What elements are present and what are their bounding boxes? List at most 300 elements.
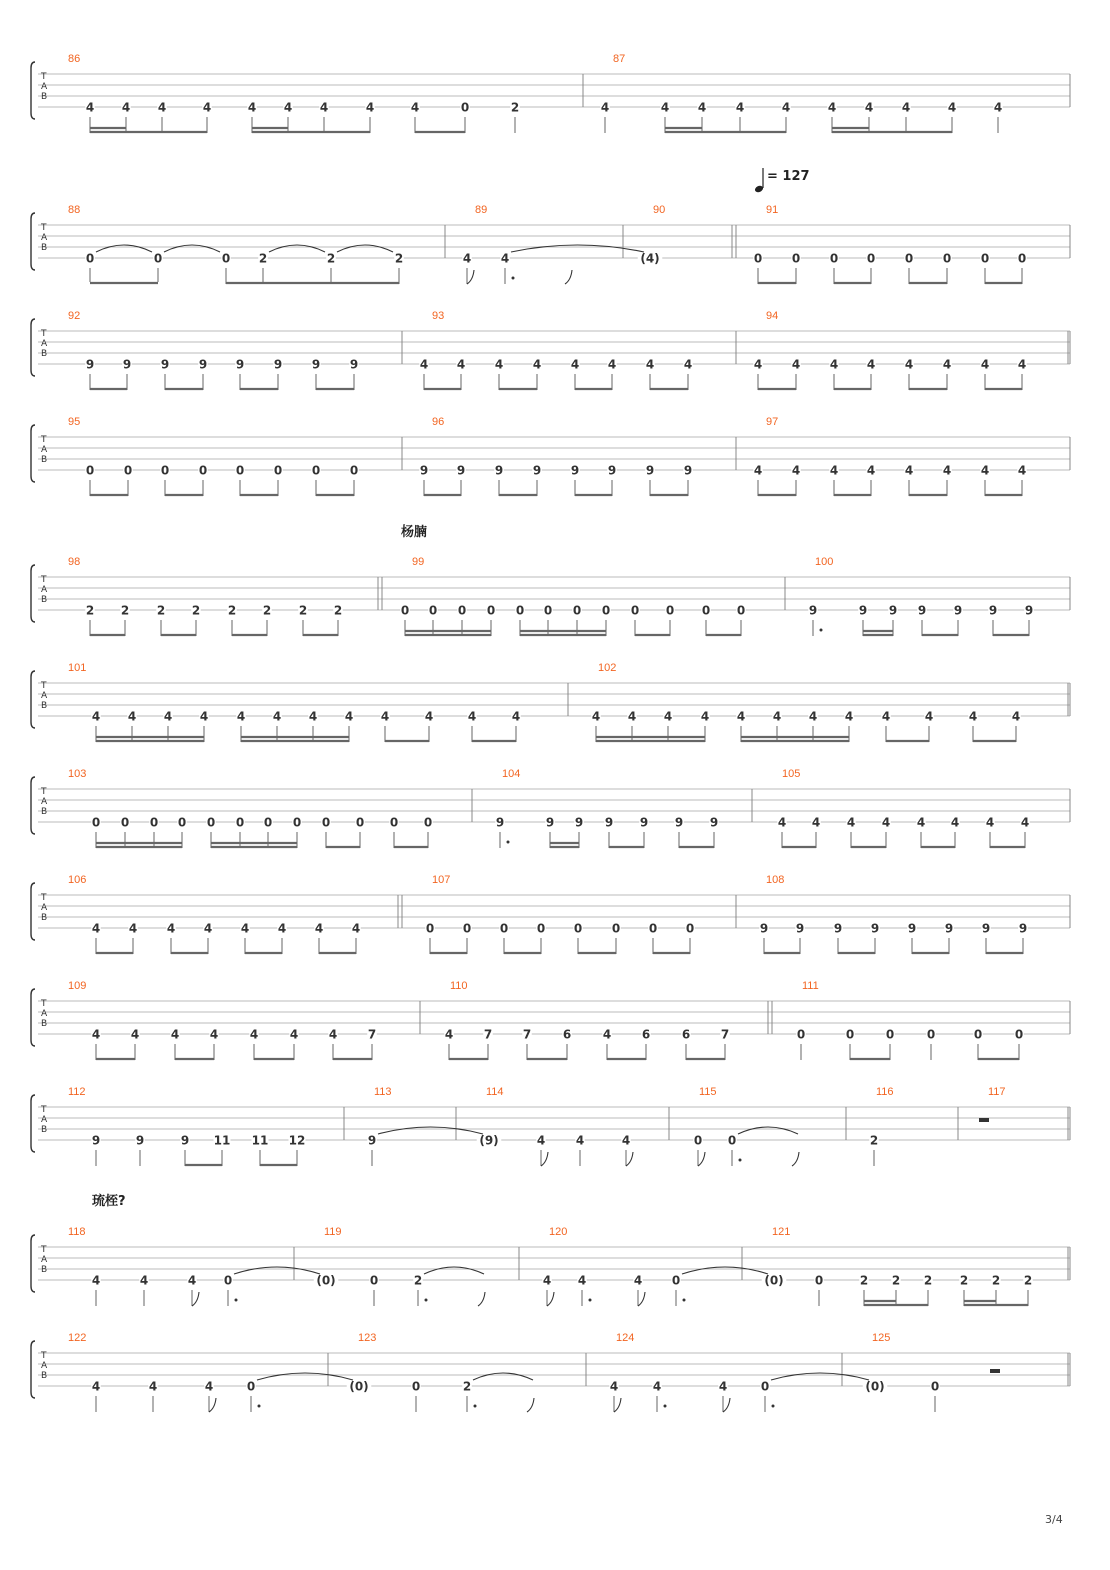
eighth-flag [614, 1398, 621, 1412]
duration-dot [739, 1159, 742, 1162]
fret-number: 9 [367, 1133, 377, 1148]
system-bracket [31, 565, 35, 622]
fret-number: 0 [515, 603, 525, 618]
fret-number: 0 [942, 251, 952, 266]
fret-number: 2 [298, 603, 308, 618]
fret-number: 4 [570, 357, 580, 372]
fret-number: 4 [947, 100, 957, 115]
fret-number: 0 [460, 100, 470, 115]
tab-clef-letter: T [41, 787, 47, 797]
fret-number: 0 [198, 463, 208, 478]
tab-clef-letter: B [41, 1371, 48, 1381]
tie-arc [511, 245, 644, 252]
fret-number: 0 [292, 815, 302, 830]
fret-number: 4 [139, 1273, 149, 1288]
fret-number: 4 [985, 815, 995, 830]
fret-number: 0 [425, 921, 435, 936]
fret-number: (0) [316, 1273, 336, 1288]
fret-number: 4 [163, 709, 173, 724]
fret-number: 4 [645, 357, 655, 372]
fret-number: 4 [753, 463, 763, 478]
fret-number: 9 [808, 603, 818, 618]
tie-arc [96, 245, 152, 252]
fret-number: 0 [701, 603, 711, 618]
fret-number: 2 [1023, 1273, 1033, 1288]
fret-number: 0 [153, 251, 163, 266]
fret-number: 0 [630, 603, 640, 618]
fret-number: 4 [811, 815, 821, 830]
tab-system [31, 980, 1070, 1046]
measure-number: 125 [872, 1332, 891, 1344]
fret-number: 9 [981, 921, 991, 936]
measure-number: 90 [653, 204, 666, 216]
fret-number: 9 [1024, 603, 1034, 618]
tab-clef-letter: T [41, 893, 47, 903]
fret-number: 4 [240, 921, 250, 936]
fret-number: 2 [326, 251, 336, 266]
system-bracket [31, 1235, 35, 1292]
fret-number: 4 [91, 1273, 101, 1288]
fret-number: 9 [645, 463, 655, 478]
fret-number: 9 [570, 463, 580, 478]
tie-arc [473, 1373, 533, 1380]
fret-number: 4 [864, 100, 874, 115]
staves [31, 53, 1070, 1398]
fret-number: 4 [202, 100, 212, 115]
eighth-flag [723, 1398, 730, 1412]
fret-number: 0 [796, 1027, 806, 1042]
system-bracket [31, 62, 35, 119]
fret-number: 2 [227, 603, 237, 618]
fret-number: 9 [122, 357, 132, 372]
tab-clef-letter: T [41, 72, 47, 82]
fret-number: 9 [683, 463, 693, 478]
fret-number: 4 [602, 1027, 612, 1042]
fret-number: 4 [881, 815, 891, 830]
fret-number: 4 [283, 100, 293, 115]
measure-number: 101 [68, 662, 87, 674]
fret-number: 9 [160, 357, 170, 372]
fret-number: 9 [795, 921, 805, 936]
fret-number: 6 [562, 1027, 572, 1042]
fret-number: 2 [413, 1273, 423, 1288]
fret-number: 4 [236, 709, 246, 724]
fret-number: 4 [542, 1273, 552, 1288]
fret-number: 9 [456, 463, 466, 478]
measure-number: 100 [815, 556, 834, 568]
measure-number: 114 [486, 1086, 504, 1098]
eighth-flag [209, 1398, 216, 1412]
fret-number: 4 [844, 709, 854, 724]
tab-clef-letter: B [41, 92, 48, 102]
fret-number: 4 [683, 357, 693, 372]
fret-number: 4 [272, 709, 282, 724]
measure-number: 104 [502, 768, 521, 780]
fret-number: 4 [735, 100, 745, 115]
fret-number: 0 [85, 463, 95, 478]
measure-number: 124 [616, 1332, 635, 1344]
system-bracket [31, 777, 35, 834]
tab-clef-letter: T [41, 999, 47, 1009]
tab-clef-letter: B [41, 455, 48, 465]
fret-number: 0 [263, 815, 273, 830]
fret-number: 0 [246, 1379, 256, 1394]
fret-number: 7 [483, 1027, 493, 1042]
eighth-flag [547, 1292, 554, 1306]
fret-number: 12 [288, 1133, 306, 1148]
fret-number: 4 [166, 921, 176, 936]
fret-number: 4 [410, 100, 420, 115]
duration-dot [258, 1405, 261, 1408]
fret-number: 2 [262, 603, 272, 618]
fret-number: 2 [959, 1273, 969, 1288]
fret-number: 4 [718, 1379, 728, 1394]
eighth-flag [478, 1292, 485, 1306]
fret-number: 4 [924, 709, 934, 724]
tab-clef-letter: B [41, 1125, 48, 1135]
fret-number: 0 [671, 1273, 681, 1288]
tab-system [31, 1332, 1070, 1398]
fret-number: 4 [91, 1379, 101, 1394]
fret-number: 0 [355, 815, 365, 830]
tie-arc [234, 1267, 320, 1274]
fret-number: 0 [791, 251, 801, 266]
fret-number: 0 [206, 815, 216, 830]
fret-number: 0 [885, 1027, 895, 1042]
fret-number: 0 [736, 603, 746, 618]
fret-number: 0 [389, 815, 399, 830]
fret-number: 0 [349, 463, 359, 478]
fret-number: 7 [367, 1027, 377, 1042]
measure-number: 112 [68, 1086, 86, 1098]
fret-number: 0 [411, 1379, 421, 1394]
fret-number: 4 [633, 1273, 643, 1288]
fret-number: 4 [91, 709, 101, 724]
fret-number: 4 [980, 463, 990, 478]
fret-number: 9 [85, 357, 95, 372]
measure-number: 120 [549, 1226, 568, 1238]
tempo-value: = 127 [767, 169, 810, 184]
fret-number: 4 [942, 357, 952, 372]
measure-number: 95 [68, 416, 81, 428]
fret-number: 0 [177, 815, 187, 830]
fret-number: 9 [198, 357, 208, 372]
fret-number: 4 [1017, 463, 1027, 478]
eighth-flag [698, 1152, 705, 1166]
fret-number: 9 [574, 815, 584, 830]
fret-number: 4 [314, 921, 324, 936]
fret-number: 4 [772, 709, 782, 724]
fret-number: 9 [180, 1133, 190, 1148]
fret-number: 4 [308, 709, 318, 724]
tab-clef-letter: A [41, 1115, 48, 1125]
tab-clef-letter: A [41, 797, 48, 807]
fret-number: 9 [495, 815, 505, 830]
fret-number: 4 [736, 709, 746, 724]
fret-number: 6 [681, 1027, 691, 1042]
tie-arc [738, 1127, 798, 1134]
tab-clef-letter: A [41, 339, 48, 349]
fret-number: 4 [1011, 709, 1021, 724]
measure-number: 117 [988, 1086, 1006, 1098]
measure-number: 113 [374, 1086, 392, 1098]
fret-number: 9 [759, 921, 769, 936]
eighth-flag [626, 1152, 633, 1166]
fret-number: 4 [904, 357, 914, 372]
fret-number: 0 [760, 1379, 770, 1394]
tie-arc [269, 245, 325, 252]
fret-number: 4 [846, 815, 856, 830]
system-bracket [31, 319, 35, 376]
tie-arc [337, 245, 393, 252]
fret-number: 0 [573, 921, 583, 936]
tie-arc [164, 245, 220, 252]
fret-number: 0 [486, 603, 496, 618]
fret-number: 0 [829, 251, 839, 266]
fret-number: 0 [611, 921, 621, 936]
measure-number: 103 [68, 768, 87, 780]
fret-number: 0 [753, 251, 763, 266]
fret-number: 7 [522, 1027, 532, 1042]
fret-number: 0 [973, 1027, 983, 1042]
fret-number: 0 [428, 603, 438, 618]
fret-number: 0 [311, 463, 321, 478]
system-bracket [31, 671, 35, 728]
fret-number: 0 [321, 815, 331, 830]
fret-number: 0 [423, 815, 433, 830]
fret-number: 2 [869, 1133, 879, 1148]
duration-dot [507, 841, 510, 844]
tab-clef-letter: T [41, 435, 47, 445]
fret-number: 9 [858, 603, 868, 618]
fret-number: 4 [187, 1273, 197, 1288]
fret-number: 0 [601, 603, 611, 618]
measure-number: 118 [68, 1226, 86, 1238]
tab-clef-letter: B [41, 243, 48, 253]
fret-number: 4 [700, 709, 710, 724]
fret-number: 4 [85, 100, 95, 115]
fret-number: 0 [693, 1133, 703, 1148]
fret-number: 11 [213, 1133, 231, 1148]
fret-number: 9 [545, 815, 555, 830]
fret-number: 4 [968, 709, 978, 724]
system-bracket [31, 1341, 35, 1398]
eighth-flag [467, 270, 474, 284]
fret-number: 0 [543, 603, 553, 618]
fret-number: 9 [135, 1133, 145, 1148]
fret-number: 2 [394, 251, 404, 266]
tab-clef-letter: A [41, 445, 48, 455]
tab-clef-letter: A [41, 82, 48, 92]
fret-number: 4 [950, 815, 960, 830]
fret-number: 0 [120, 815, 130, 830]
tab-clef-letter: A [41, 1009, 48, 1019]
fret-number: 4 [609, 1379, 619, 1394]
tab-clef-letter: T [41, 681, 47, 691]
fret-number: 2 [859, 1273, 869, 1288]
fret-number: 4 [319, 100, 329, 115]
fret-number: 0 [149, 815, 159, 830]
fret-number: 2 [333, 603, 343, 618]
measure-number: 119 [324, 1226, 342, 1238]
fret-number: 11 [251, 1133, 269, 1148]
fret-number: (0) [764, 1273, 784, 1288]
fret-number: 4 [467, 709, 477, 724]
fret-number: 4 [577, 1273, 587, 1288]
whole-rest-icon [979, 1118, 989, 1122]
fret-number: 0 [648, 921, 658, 936]
fret-number: 4 [462, 251, 472, 266]
fret-number: 2 [120, 603, 130, 618]
fret-number: 4 [351, 921, 361, 936]
fret-number: 9 [953, 603, 963, 618]
duration-dot [474, 1405, 477, 1408]
fret-number: 0 [235, 815, 245, 830]
fret-number: 2 [258, 251, 268, 266]
fret-number: 4 [289, 1027, 299, 1042]
fret-number: 0 [926, 1027, 936, 1042]
fret-number: 9 [888, 603, 898, 618]
tie-arc [424, 1267, 484, 1274]
eighth-flag [541, 1152, 548, 1166]
duration-dot [235, 1299, 238, 1302]
fret-number: 0 [685, 921, 695, 936]
measure-number: 91 [766, 204, 779, 216]
fret-number: 4 [424, 709, 434, 724]
fret-number: 2 [462, 1379, 472, 1394]
measure-number: 105 [782, 768, 801, 780]
fret-number: 0 [572, 603, 582, 618]
fret-number: 0 [462, 921, 472, 936]
fret-number: 9 [917, 603, 927, 618]
tab-clef-letter: T [41, 1105, 47, 1115]
fret-number: 4 [328, 1027, 338, 1042]
tab-clef-letter: T [41, 223, 47, 233]
duration-dot [512, 277, 515, 280]
tab-system [31, 310, 1070, 376]
fret-number: 4 [829, 463, 839, 478]
fret-number: 0 [866, 251, 876, 266]
tab-system [31, 53, 1070, 119]
fret-number: 0 [123, 463, 133, 478]
fret-number: 9 [988, 603, 998, 618]
fret-number: 4 [494, 357, 504, 372]
measure-number: 107 [432, 874, 451, 886]
fret-number: 4 [204, 1379, 214, 1394]
fret-number: 4 [128, 921, 138, 936]
measure-number: 110 [450, 980, 468, 992]
fret-number: 2 [991, 1273, 1001, 1288]
measure-number: 96 [432, 416, 445, 428]
measure-number: 111 [802, 980, 819, 992]
fret-number: 4 [652, 1379, 662, 1394]
fret-number: 4 [127, 709, 137, 724]
fret-number: (4) [640, 251, 660, 266]
duration-dot [772, 1405, 775, 1408]
fret-number: 4 [808, 709, 818, 724]
measure-number: 86 [68, 53, 81, 65]
fret-number: 4 [247, 100, 257, 115]
fret-number: 2 [156, 603, 166, 618]
fret-number: 9 [607, 463, 617, 478]
tempo-marking [754, 168, 810, 193]
tab-clef-letter: A [41, 233, 48, 243]
fret-number: 2 [923, 1273, 933, 1288]
fret-number: 9 [907, 921, 917, 936]
tab-clef-letter: B [41, 807, 48, 817]
measure-number: 89 [475, 204, 488, 216]
fret-number: 4 [130, 1027, 140, 1042]
fret-number: 9 [639, 815, 649, 830]
system-bracket [31, 989, 35, 1046]
fret-number: 0 [904, 251, 914, 266]
fret-number: 0 [930, 1379, 940, 1394]
fret-number: (0) [865, 1379, 885, 1394]
tab-clef-letter: B [41, 1265, 48, 1275]
fret-number: 9 [419, 463, 429, 478]
fret-number: 9 [311, 357, 321, 372]
fret-number: 4 [829, 357, 839, 372]
fret-number: 4 [511, 709, 521, 724]
measure-number: 88 [68, 204, 81, 216]
duration-dot [664, 1405, 667, 1408]
fret-number: 4 [827, 100, 837, 115]
fret-number: 6 [641, 1027, 651, 1042]
fret-number: 9 [235, 357, 245, 372]
fret-number: 4 [91, 1027, 101, 1042]
fret-number: 9 [349, 357, 359, 372]
section-marker-text: 琉桎? [92, 1194, 126, 1209]
fret-number: 2 [85, 603, 95, 618]
fret-number: 4 [249, 1027, 259, 1042]
measure-number: 106 [68, 874, 87, 886]
fret-number: 4 [663, 709, 673, 724]
tie-arc [682, 1267, 768, 1274]
fret-number: 4 [203, 921, 213, 936]
page-number: 3/4 [1045, 1513, 1063, 1526]
fret-number: 4 [380, 709, 390, 724]
fret-number: 0 [814, 1273, 824, 1288]
fret-number: 4 [444, 1027, 454, 1042]
fret-number: 4 [121, 100, 131, 115]
fret-number: 4 [607, 357, 617, 372]
measure-number: 98 [68, 556, 81, 568]
fret-number: 9 [532, 463, 542, 478]
eighth-flag [192, 1292, 199, 1306]
tab-clef-letter: B [41, 701, 48, 711]
fret-number: 0 [221, 251, 231, 266]
fret-number: 9 [674, 815, 684, 830]
fret-number: 4 [209, 1027, 219, 1042]
tab-clef-letter: A [41, 585, 48, 595]
fret-number: 4 [781, 100, 791, 115]
fret-number: 7 [720, 1027, 730, 1042]
fret-number: 4 [365, 100, 375, 115]
fret-number: 4 [148, 1379, 158, 1394]
measure-number: 109 [68, 980, 87, 992]
fret-number: 4 [170, 1027, 180, 1042]
measure-number: 115 [699, 1086, 717, 1098]
fret-number: 4 [591, 709, 601, 724]
fret-number: 9 [833, 921, 843, 936]
fret-number: 4 [456, 357, 466, 372]
fret-number: 0 [980, 251, 990, 266]
section-marker-text: 杨腩 [401, 525, 428, 540]
fret-number: 4 [627, 709, 637, 724]
measure-number: 116 [876, 1086, 894, 1098]
marks [85, 100, 1034, 1412]
fret-number: 4 [942, 463, 952, 478]
